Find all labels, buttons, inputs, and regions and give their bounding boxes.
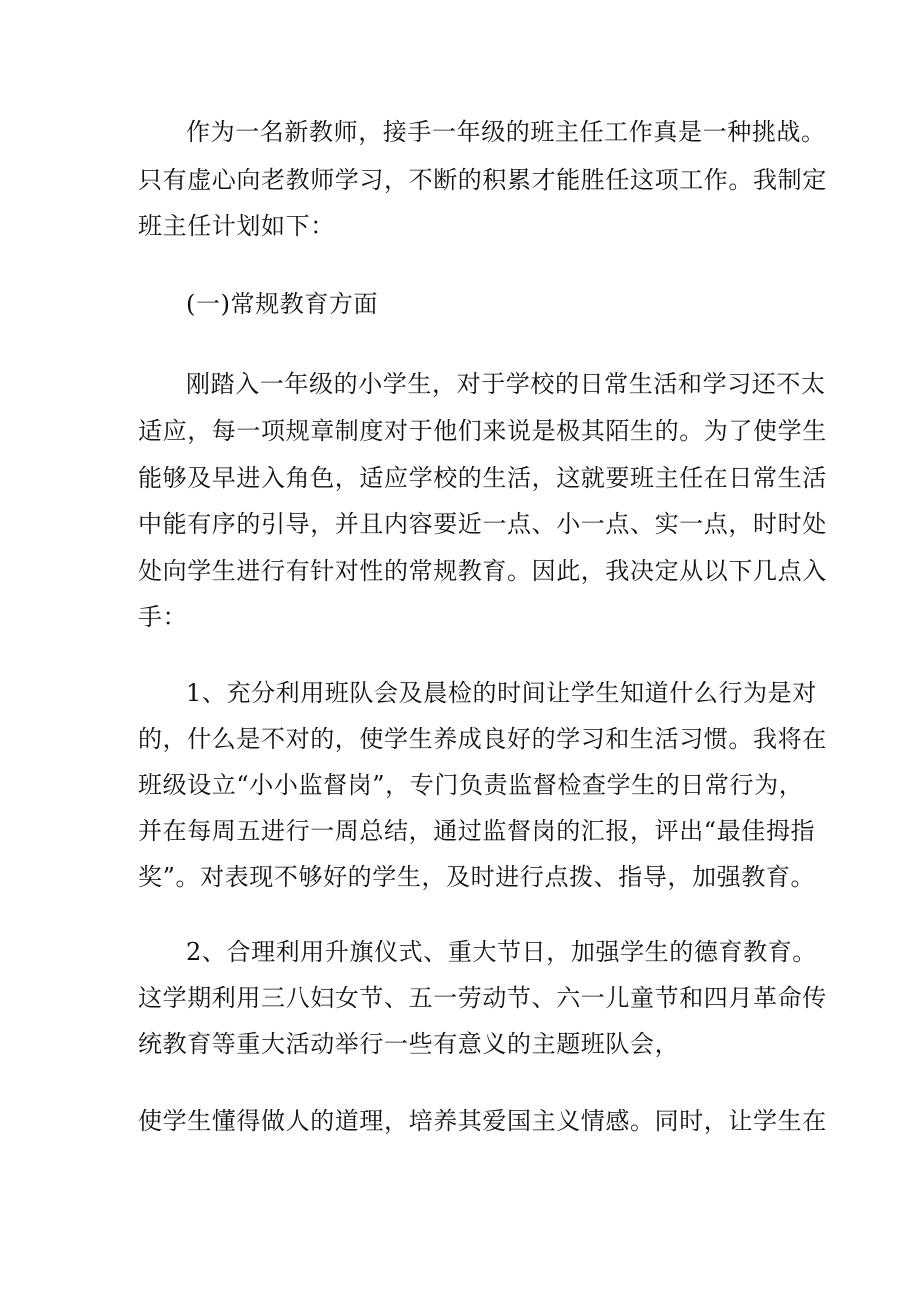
list-item-1-line-5: 奖”。对表现不够好的学生，及时进行点拨、指导，加强教育。 <box>138 863 816 891</box>
paragraph-routine-line-1: 刚踏入一年级的小学生，对于学校的日常生活和学习还不太 <box>186 370 826 398</box>
list-item-1-line-4: 并在每周五进行一周总结，通过监督岗的汇报，评出“最佳拇指 <box>138 817 816 845</box>
list-item-1-line-2: 的，什么是不对的，使学生养成良好的学习和生活习惯。我将在 <box>138 725 827 753</box>
paragraph-routine-line-4: 中能有序的引导，并且内容要近一点、小一点、实一点，时时处 <box>138 510 827 538</box>
paragraph-intro-line-3: 班主任计划如下： <box>138 212 335 240</box>
list-item-2-line-3: 统教育等重大活动举行一些有意义的主题班队会， <box>138 1030 680 1058</box>
list-item-2-line-2: 这学期利用三八妇女节、五一劳动节、六一儿童节和四月革命传 <box>138 984 827 1012</box>
paragraph-routine-line-5: 处向学生进行有针对性的常规教育。因此，我决定从以下几点入 <box>138 557 827 585</box>
section-heading-routine-education: (一)常规教育方面 <box>186 290 379 318</box>
paragraph-routine-line-6: 手： <box>138 603 188 631</box>
list-item-2-line-1: 2、合理利用升旗仪式、重大节日，加强学生的德育教育。 <box>186 938 817 966</box>
paragraph-intro-line-2: 只有虚心向老教师学习，不断的积累才能胜任这项工作。我制定 <box>138 166 827 194</box>
paragraph-routine-line-2: 适应，每一项规章制度对于他们来说是极其陌生的。为了使学生 <box>138 417 827 445</box>
paragraph-continuation-line-1: 使学生懂得做人的道理，培养其爱国主义情感。同时，让学生在 <box>138 1107 827 1135</box>
paragraph-routine-line-3: 能够及早进入角色，适应学校的生活，这就要班主任在日常生活 <box>138 464 827 492</box>
list-item-1-line-3: 班级设立“小小监督岗”，专门负责监督检查学生的日常行为， <box>138 771 804 799</box>
list-item-1-line-1: 1、充分利用班队会及晨检的时间让学生知道什么行为是对 <box>186 679 817 707</box>
paragraph-intro-line-1: 作为一名新教师，接手一年级的班主任工作真是一种挑战。 <box>186 118 826 146</box>
